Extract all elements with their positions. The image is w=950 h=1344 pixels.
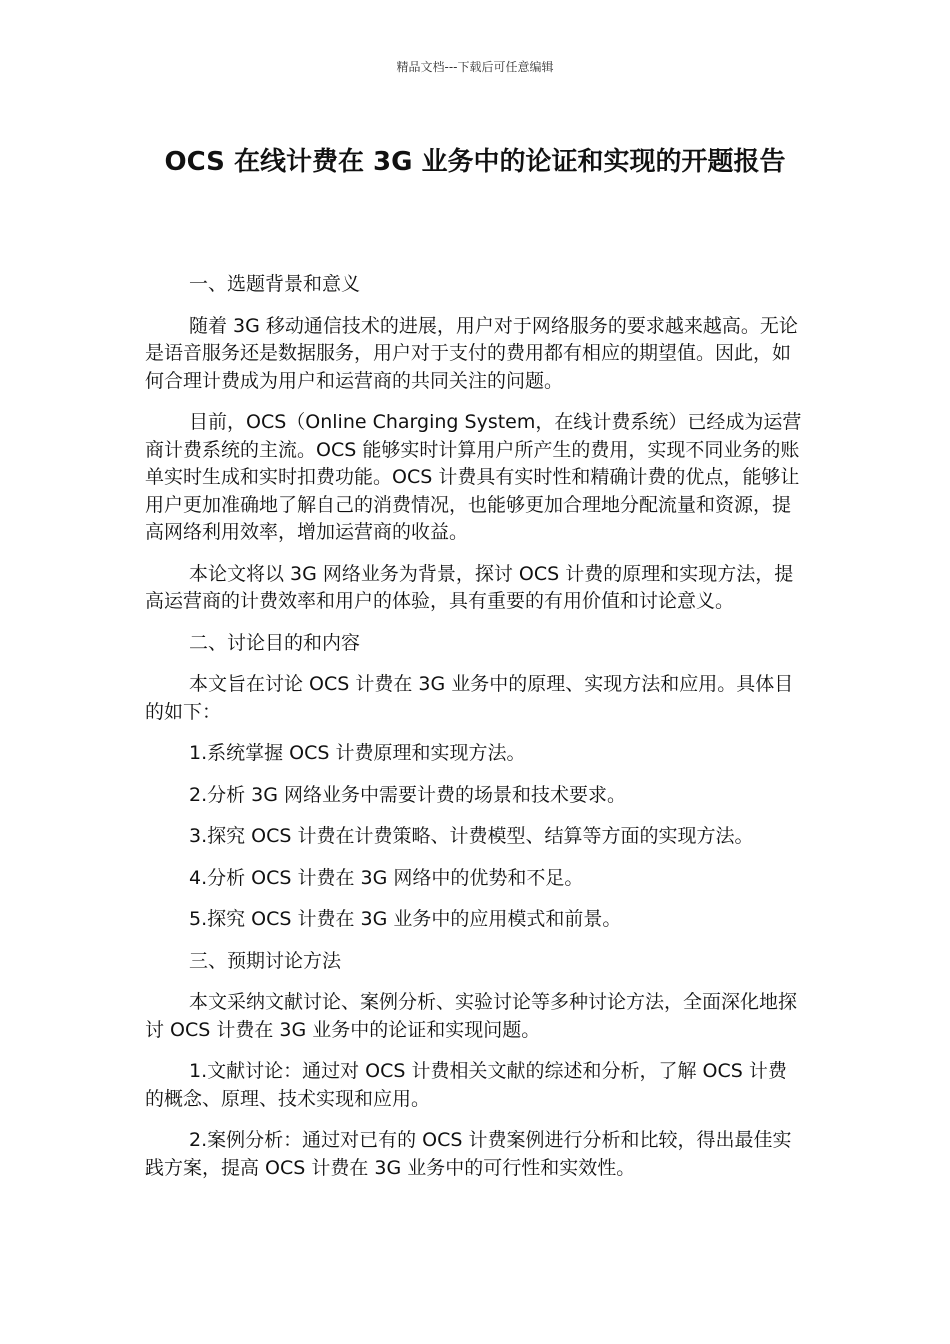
section-heading-purpose: 二、讨论目的和内容 [189,631,361,654]
list-item: 5.探究 OCS 计费在 3G 业务中的应用模式和前景。 [189,908,622,930]
list-item: 1.系统掌握 OCS 计费原理和实现方法。 [189,742,526,764]
list-item: 1.文献讨论：通过对 OCS 计费相关文献的综述和分析，了解 OCS 计费的概念、原理、技术实现和应用。 [145,1060,787,1110]
paragraph: 目前，OCS（Online Charging System，在线计费系统）已经成为运营商计费系统的主流。OCS 能够实时计算用户所产生的费用，实现不同业务的账单实时生成和实时扣费功能。OCS 计费具有实时性和精确计费的优点，能够让用户更加准确地了解自己的消费情况，也能够更加合理地分配流量和资源，提高网络利用效率，增加运营商的收益。 [145,411,802,543]
paragraph: 随着 3G 移动通信技术的进展，用户对于网络服务的要求越来越高。无论是语音服务还是数据服务，用户对于支付的费用都有相应的期望值。因此，如何合理计费成为用户和运营商的共同关注的问题。 [145,314,798,392]
section-heading-methods: 三、预期讨论方法 [189,949,342,972]
page-header: 精品文档---下载后可任意编辑 [396,60,554,74]
section-heading-background: 一、选题背景和意义 [189,273,361,295]
list-item: 4.分析 OCS 计费在 3G 网络中的优势和不足。 [189,866,584,889]
list-item: 3.探究 OCS 计费在计费策略、计费模型、结算等方面的实现方法。 [189,825,754,847]
paragraph: 本论文将以 3G 网络业务为背景，探讨 OCS 计费的原理和实现方法，提高运营商的计费效率和用户的体验，具有重要的有用价值和讨论意义。 [145,562,794,612]
paragraph: 本文旨在讨论 OCS 计费在 3G 业务中的原理、实现方法和应用。具体目的如下： [145,673,794,723]
document-title: OCS 在线计费在 3G 业务中的论证和实现的开题报告 [164,147,786,177]
document-body [145,271,805,1196]
list-item: 2.分析 3G 网络业务中需要计费的场景和技术要求。 [189,783,627,806]
paragraph: 本文采纳文献讨论、案例分析、实验讨论等多种讨论方法，全面深化地探讨 OCS 计费在 3G 业务中的论证和实现问题。 [145,991,798,1041]
list-item: 2.案例分析：通过对已有的 OCS 计费案例进行分析和比较，得出最佳实践方案，提高 OCS 计费在 3G 业务中的可行性和实效性。 [145,1129,792,1179]
